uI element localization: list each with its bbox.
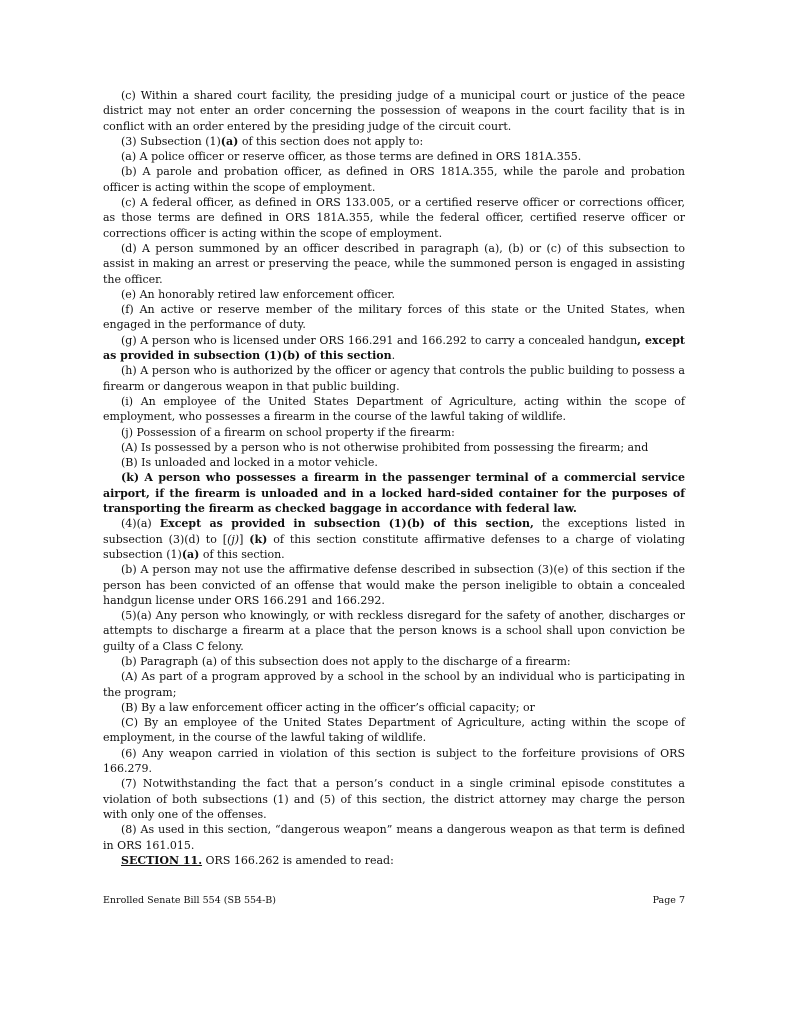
paragraph: (A) As part of a program approved by a school in the school by an individual who is participating in the program;	[103, 670, 685, 699]
paragraph-new-text: (k) A person who possesses a firearm in the passenger terminal of a commercial service airport, if the firearm is unloaded and in a locked hard-sided container for the purposes of transporting the firearm as checked baggage in accordance with federal law.	[103, 471, 685, 516]
footer-page-number: Page 7	[652, 895, 685, 906]
paragraph: (7) Notwithstanding the fact that a person’s conduct in a single criminal episode constitutes a violation of both subsections (1) and (5) of this section, the district attorney may charge the person with only one of the offenses.	[103, 777, 685, 821]
paragraph: (b) Paragraph (a) of this subsection does not apply to the discharge of a firearm:	[121, 654, 571, 668]
paragraph: (b) A person may not use the affirmative defense described in subsection (3)(e) of this section if the person has been convicted of an offense that would make the person ineligible to obtain a concealed handgun license under ORS 166.291 and 166.292.	[103, 563, 685, 607]
paragraph: (a) A police officer or reserve officer, as those terms are defined in ORS 181A.355.	[121, 150, 582, 164]
paragraph: (B) By a law enforcement officer acting in the officer’s official capacity; or	[121, 700, 535, 714]
paragraph: (c) Within a shared court facility, the presiding judge of a municipal court or justice of the peace district may not enter an order concerning the possession of weapons in the court facility that is in conflict with an order entered by the presiding judge of the circuit court.	[103, 89, 685, 133]
paragraph: (6) Any weapon carried in violation of this section is subject to the forfeiture provisions of ORS 166.279.	[103, 746, 685, 776]
paragraph: (e) An honorably retired law enforcement officer.	[121, 287, 395, 301]
paragraph: (d) A person summoned by an officer described in paragraph (a), (b) or (c) of this subsection to assist in making an arrest or preserving the peace, while the summoned person is engaged in assisting the officer.	[103, 241, 685, 286]
paragraph: (f) An active or reserve member of the military forces of this state or the United States, when engaged in the performance of duty.	[103, 303, 685, 332]
paragraph: (b) A parole and probation officer, as defined in ORS 181A.355, while the parole and probation officer is acting within the scope of employment.	[103, 165, 685, 194]
paragraph: (g) A person who is licensed under ORS 166.291 and 166.292 to carry a concealed handgun, except as provided in subsection (1)(b) of this section.	[103, 333, 685, 363]
paragraph: (3) Subsection (1)(a) of this section does not apply to:	[121, 134, 424, 148]
paragraph: (5)(a) Any person who knowingly, or with reckless disregard for the safety of another, discharges or attempts to discharge a firearm at a place that the person knows is a school shall upon conviction be guilty of a Class C felony.	[103, 609, 685, 653]
paragraph: (C) By an employee of the United States Department of Agriculture, acting within the scope of employment, in the course of the lawful taking of wildlife.	[103, 716, 685, 745]
paragraph: (8) As used in this section, “dangerous weapon” means a dangerous weapon as that term is defined in ORS 161.015.	[103, 823, 685, 852]
paragraph: (h) A person who is authorized by the officer or agency that controls the public building to possess a firearm or dangerous weapon in that public building.	[103, 364, 685, 393]
paragraph: (A) Is possessed by a person who is not otherwise prohibited from possessing the firearm; and	[121, 440, 649, 454]
paragraph: (c) A federal officer, as defined in ORS 133.005, or a certified reserve officer or corrections officer, as those terms are defined in ORS 181A.355, while the federal officer, certified reserve officer or corrections officer is acting within the scope of employment.	[103, 196, 685, 240]
paragraph: (i) An employee of the United States Department of Agriculture, acting within the scope of employment, who possesses a firearm in the course of the lawful taking of wildlife.	[103, 394, 685, 424]
section-heading: SECTION 11. ORS 166.262 is amended to read:	[121, 853, 394, 867]
paragraph: (B) Is unloaded and locked in a motor vehicle.	[121, 456, 378, 470]
paragraph: (j) Possession of a firearm on school property if the firearm:	[121, 425, 455, 439]
page-footer	[103, 895, 685, 906]
footer-bill-name: Enrolled Senate Bill 554 (SB 554-B)	[103, 895, 276, 906]
document-body	[103, 88, 685, 868]
paragraph: (4)(a) Except as provided in subsection (1)(b) of this section, the exceptions listed in subsection (3)(d) to [(j)] (k) of this section constitute affirmative defenses to a charge of violating subsection (1)(a) of this section.	[103, 517, 685, 561]
